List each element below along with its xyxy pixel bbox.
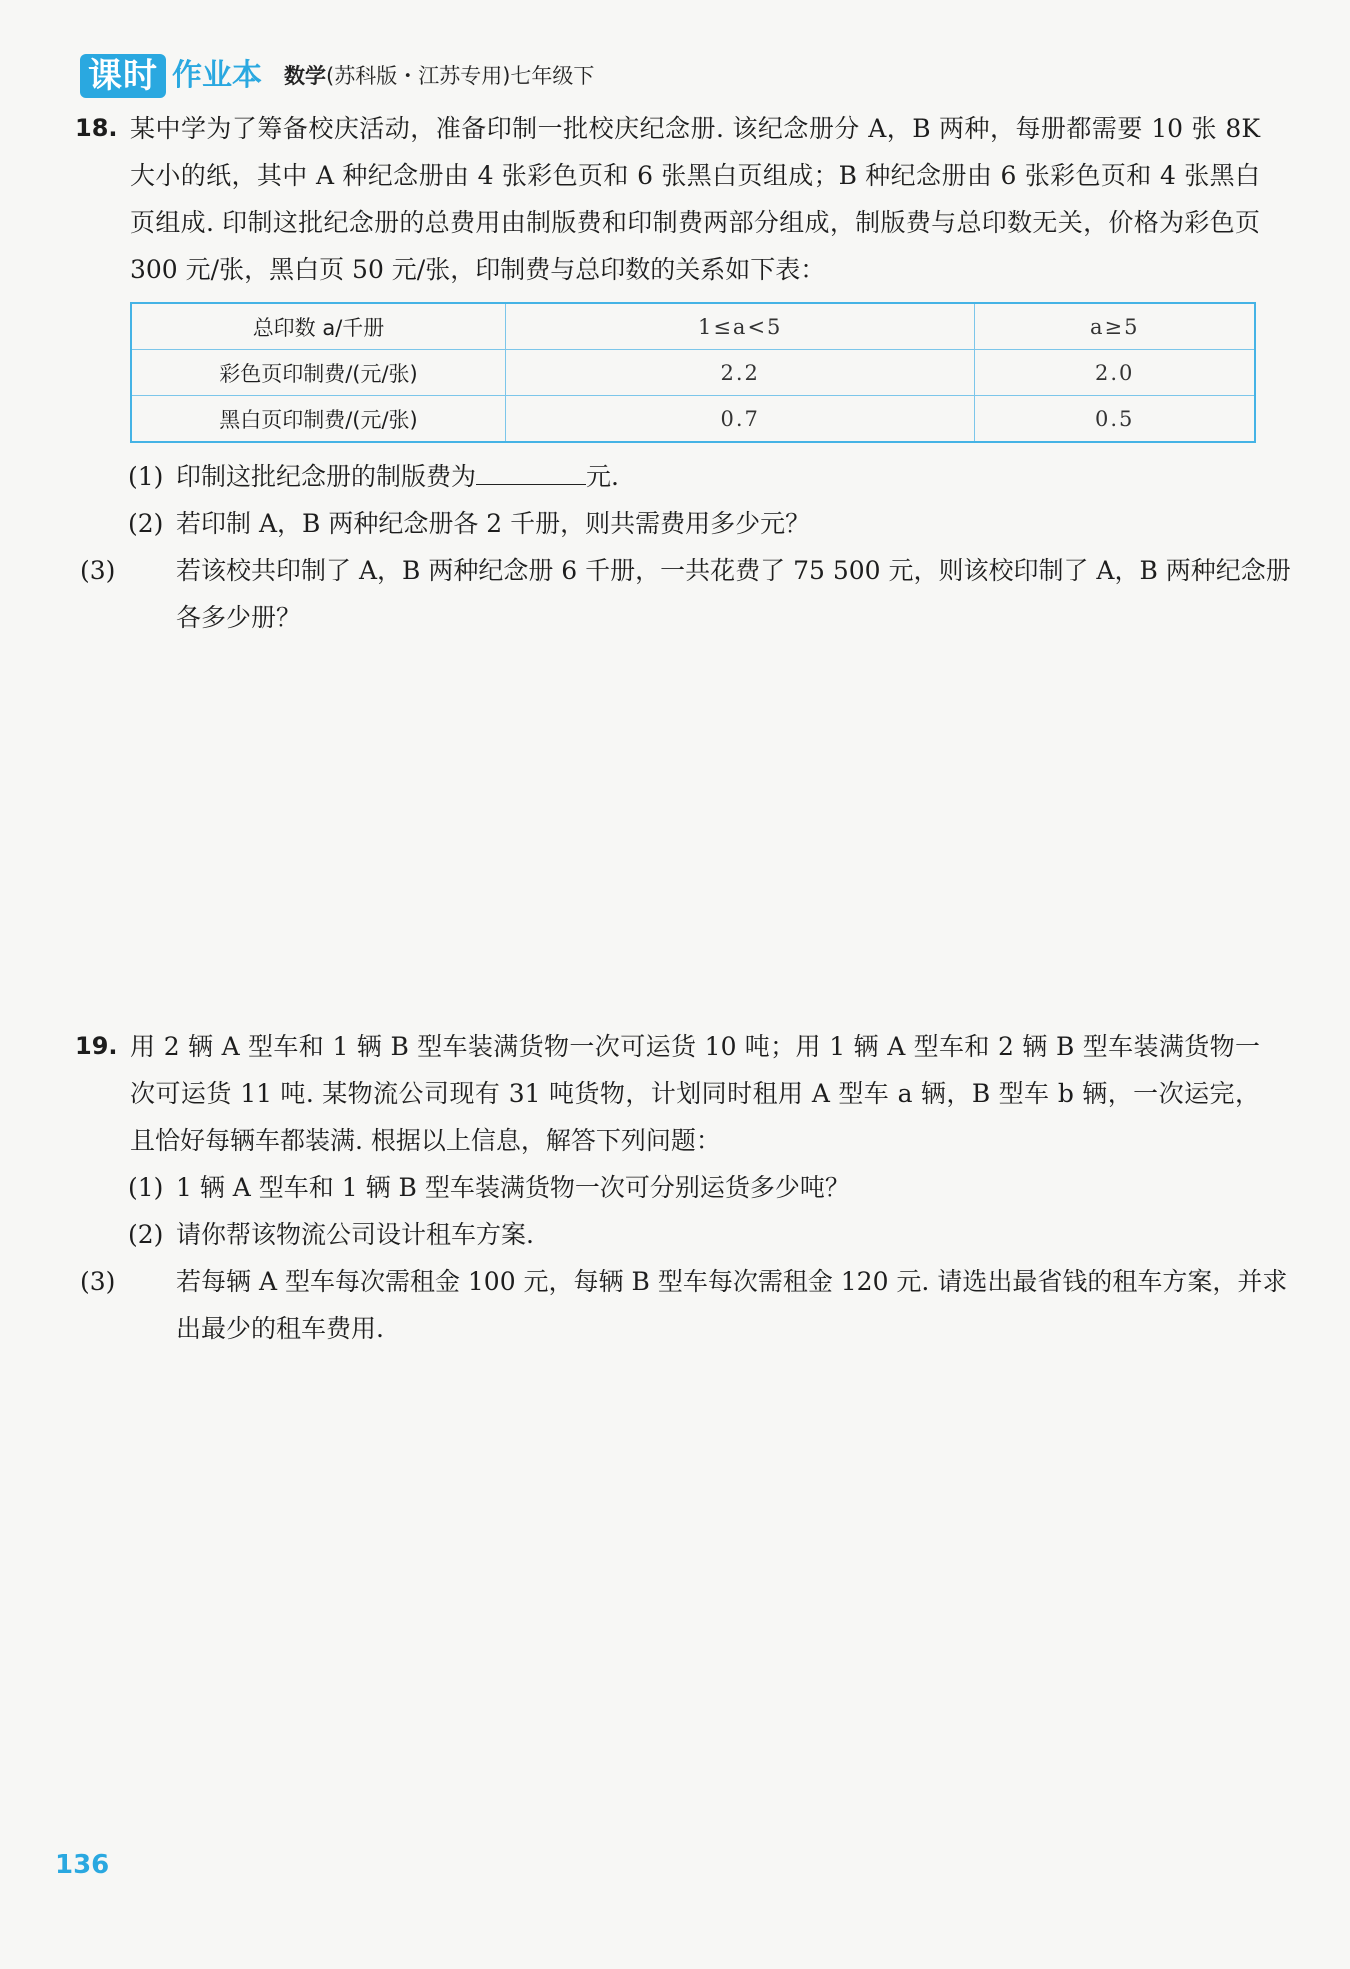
subquestion-text: 请你帮该物流公司设计租车方案. [176,1220,534,1249]
table-cell: 0.5 [975,396,1255,443]
table-cell: 2.0 [975,350,1255,396]
question-text: 某中学为了筹备校庆活动，准备印制一批校庆纪念册. 该纪念册分 A，B 两种，每册都需要 10 张 8K 大小的纸，其中 A 种纪念册由 4 张彩色页和 6 张黑白页组成；B 种纪念册由 6 张彩色页和 4 张黑白页组成. 印制这批纪念册的总费用由制版费和印制费两部分组成，制版费与总印数无关，价格为彩色页 300 元/张，黑白页 50 元/张，印制费与总印数的关系如下表： [130,114,1260,284]
subquestion-number: (2) [128,1220,164,1249]
subquestion-text: 元. [586,462,619,491]
table-cell: 0.7 [506,396,975,443]
subquestion-number: (3) [80,556,116,585]
subquestion-number: (1) [128,462,164,491]
subquestion-number: (2) [128,509,164,538]
subquestion-18-2 [128,500,1263,547]
subquestion-19-2 [128,1211,1263,1258]
table-header-cell: a≥5 [975,303,1255,350]
table-header-cell: 总印数 a/千册 [131,303,506,350]
question-18 [75,105,1260,293]
question-number: 18. [75,114,118,142]
page-number: 136 [55,1850,110,1880]
brand-logo: 课时 [80,54,166,98]
table-row [131,303,1255,350]
table-cell: 2.2 [506,350,975,396]
subquestion-number: (1) [128,1173,164,1202]
subject-edition: (苏科版・江苏专用)七年级下 [326,64,595,88]
table-row [131,396,1255,443]
table-header-cell: 1≤a<5 [506,303,975,350]
subquestion-19-1 [128,1164,1263,1211]
question-19 [75,1023,1260,1164]
table-row-label: 彩色页印制费/(元/张) [131,350,506,396]
table-row-label: 黑白页印制费/(元/张) [131,396,506,443]
question-number: 19. [75,1032,118,1060]
question-text: 用 2 辆 A 型车和 1 辆 B 型车装满货物一次可运货 10 吨；用 1 辆 A 型车和 2 辆 B 型车装满货物一次可运货 11 吨. 某物流公司现有 31 吨货物，计划同时租用 A 型车 a 辆，B 型车 b 辆，一次运完，且恰好每辆车都装满. 根据以上信息，解答下列问题： [130,1032,1260,1155]
subquestion-text: 1 辆 A 型车和 1 辆 B 型车装满货物一次可分别运货多少吨？ [176,1173,850,1202]
page-header [80,50,594,98]
answer-blank[interactable] [476,460,586,485]
table-row [131,350,1255,396]
subquestion-18-1 [128,453,1263,500]
subquestion-text: 印制这批纪念册的制版费为 [176,462,477,491]
subquestion-text: 若该校共印制了 A，B 两种纪念册 6 千册，一共花费了 75 500 元，则该校印制了 A，B 两种纪念册各多少册？ [176,556,1291,632]
subquestion-19-3 [80,1258,1311,1352]
subquestion-text: 若印制 A，B 两种纪念册各 2 千册，则共需费用多少元？ [176,509,811,538]
printing-fee-table [130,302,1256,443]
subject-name: 数学 [284,64,326,88]
brand-name: 作业本 [172,58,262,93]
subject-title [284,54,594,98]
subquestion-18-3 [80,547,1311,641]
subquestion-number: (3) [80,1267,116,1296]
subquestion-text: 若每辆 A 型车每次需租金 100 元，每辆 B 型车每次需租金 120 元. 请选出最省钱的租车方案，并求出最少的租车费用. [176,1267,1288,1343]
